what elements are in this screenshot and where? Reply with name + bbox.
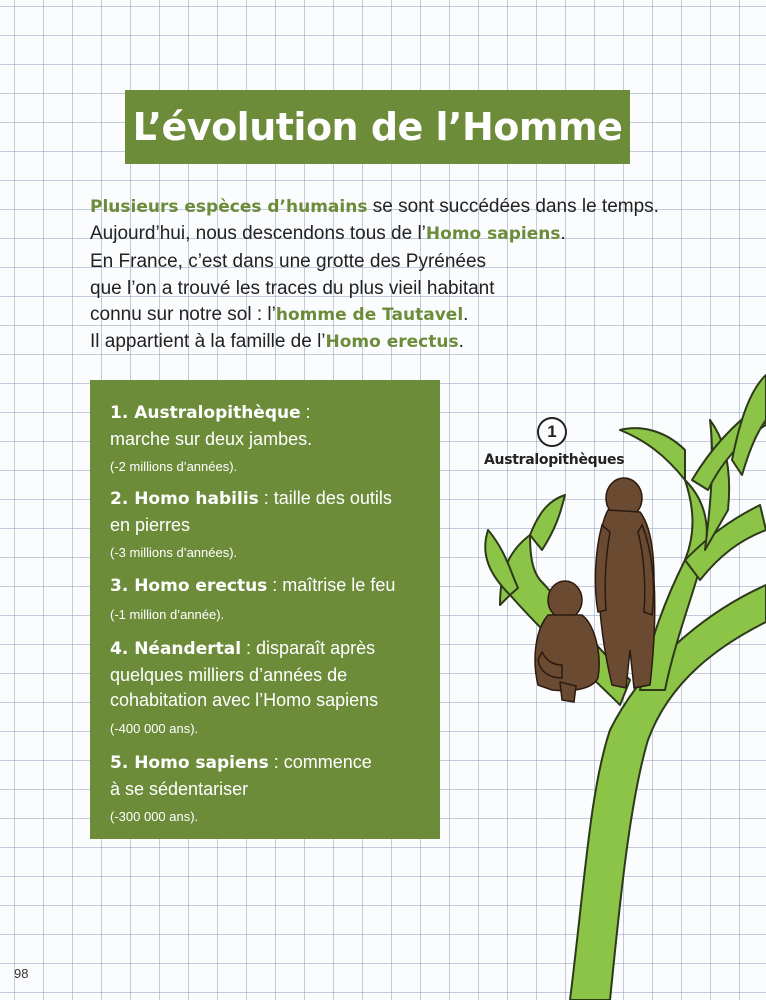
title-banner — [125, 90, 630, 164]
illustration-label: Australopithèques — [484, 452, 625, 468]
intro-line-1: Plusieurs espèces d’humains se sont succédées dans le temps. — [90, 196, 659, 217]
illustration-number: 1 — [537, 417, 567, 447]
highlight-tautavel: homme de Tautavel — [275, 305, 464, 325]
species-item-4: 4. Néandertal : disparaît après quelques milliers d’années de cohabitation avec l’Homo sapiens (-400 000 ans). — [110, 638, 379, 736]
highlight-species: Plusieurs espèces d’humains — [90, 197, 368, 217]
species-item-1: 1. Australopithèque : marche sur deux jambes. (-2 millions d’années). — [110, 402, 313, 474]
page-number: 98 — [14, 966, 29, 981]
species-item-2: 2. Homo habilis : taille des outils en pierres (-3 millions d’années). — [110, 488, 392, 560]
intro-line-2: Aujourd’hui, nous descendons tous de l’Homo sapiens. — [90, 222, 566, 244]
intro-text — [90, 194, 690, 355]
intro-line-3: En France, c’est dans une grotte des Pyrénées — [90, 251, 487, 272]
highlight-homo-erectus: Homo erectus — [325, 331, 459, 352]
species-item-5: 5. Homo sapiens : commence à se sédentariser (-300 000 ans). — [110, 752, 372, 824]
intro-line-6: Il appartient à la famille de l’Homo erectus. — [90, 330, 464, 352]
page-title: L’évolution de l’Homme — [132, 105, 623, 149]
intro-line-4: que l’on a trouvé les traces du plus vieil habitant — [90, 277, 495, 299]
species-item-3: 3. Homo erectus : maîtrise le feu (-1 million d’année). — [110, 575, 396, 622]
intro-line-5: connu sur notre sol : l’homme de Tautavel. — [90, 304, 469, 325]
highlight-homo-sapiens: Homo sapiens — [425, 223, 561, 244]
